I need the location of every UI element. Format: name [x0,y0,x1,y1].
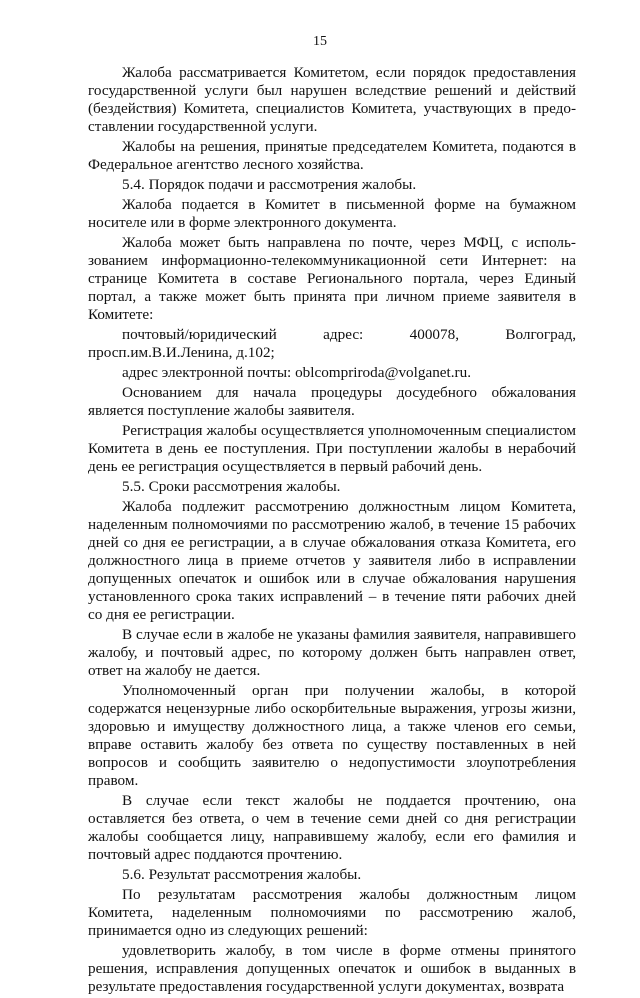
section-heading: 5.4. Порядок подачи и рассмотрения жалобы. [122,176,417,193]
paragraph: Жалоба рассматривается Комитетом, если порядок предоставления государственной услуги был нарушен вследствие решений и действий (бездействия) Комитета, специалистов Комитета, участвующих в предо-ставлении государственной услуги. [88,64,576,135]
document-body [88,64,576,998]
section-heading: 5.5. Сроки рассмотрения жалобы. [122,478,341,495]
paragraph: удовлетворить жалобу, в том числе в форме отмены принятого решения, исправления допущенных опечаток и ошибок в выданных в результате предоставления государственной услуги документах, возврата [88,942,576,995]
paragraph: В случае если текст жалобы не поддается прочтению, она оставляется без ответа, о чем в течение семи дней со дня регистрации жалобы сообщается лицу, направившему жалобу, если его фамилия и почтовый адрес поддаются прочтению. [88,792,576,863]
email-address: адрес электронной почты: oblcomprirodа@volganet.ru. [122,364,472,381]
page-number: 15 [313,34,327,49]
section-heading: 5.6. Результат рассмотрения жалобы. [122,866,362,883]
paragraph: Жалобы на решения, принятые председателем Комитета, подаются в Федеральное агентство лесного хозяйства. [88,138,576,173]
paragraph: Основанием для начала процедуры досудебного обжалования является поступление жалобы заявителя. [88,384,576,419]
paragraph: Регистрация жалобы осуществляется уполномоченным специалистом Комитета в день ее поступления. При поступлении жалобы в нерабочий день ее регистрация осуществляется в первый рабочий день. [88,422,576,475]
paragraph: Жалоба подается в Комитет в письменной форме на бумажном носителе или в форме электронного документа. [88,196,576,231]
paragraph: Уполномоченный орган при получении жалобы, в которой содержатся нецензурные либо оскорбительные выражения, угрозы жизни, здоровью и имуществу должностного лица, а также членов его семьи, вправе оставить жалобу без ответа по существу поставленных в ней вопросов и сообщить заявителю о недопустимости злоупотребления правом. [88,682,576,789]
paragraph: В случае если в жалобе не указаны фамилия заявителя, направившего жалобу, и почтовый адрес, по которому должен быть направлен ответ, ответ на жалобу не дается. [88,626,576,679]
paragraph: По результатам рассмотрения жалобы должностным лицом Комитета, наделенным полномочиями по рассмотрению жалоб, принимается одно из следующих решений: [88,886,576,939]
paragraph: Жалоба может быть направлена по почте, через МФЦ, с исполь-зованием информационно-телекоммуникационной сети Интернет: на странице Комитета в составе Регионального портала, через Единый портал, а также может быть принята при личном приеме заявителя в Комитете: [88,234,576,323]
paragraph: Жалоба подлежит рассмотрению должностным лицом Комитета, наделенным полномочиями по рассмотрению жалоб, в течение 15 рабочих дней со дня ее регистрации, а в случае обжалования отказа Комитета, его должностного лица в приеме отчетов у заявителя либо в исправлении допущенных опечаток и ошибок или в случае обжалования нарушения установленного срока таких исправлений – в течение пяти рабочих дней со дня ее регистрации. [88,498,576,623]
postal-address: почтовый/юридический адрес: 400078, Волгоград, просп.им.В.И.Ленина, д.102; [88,326,576,361]
